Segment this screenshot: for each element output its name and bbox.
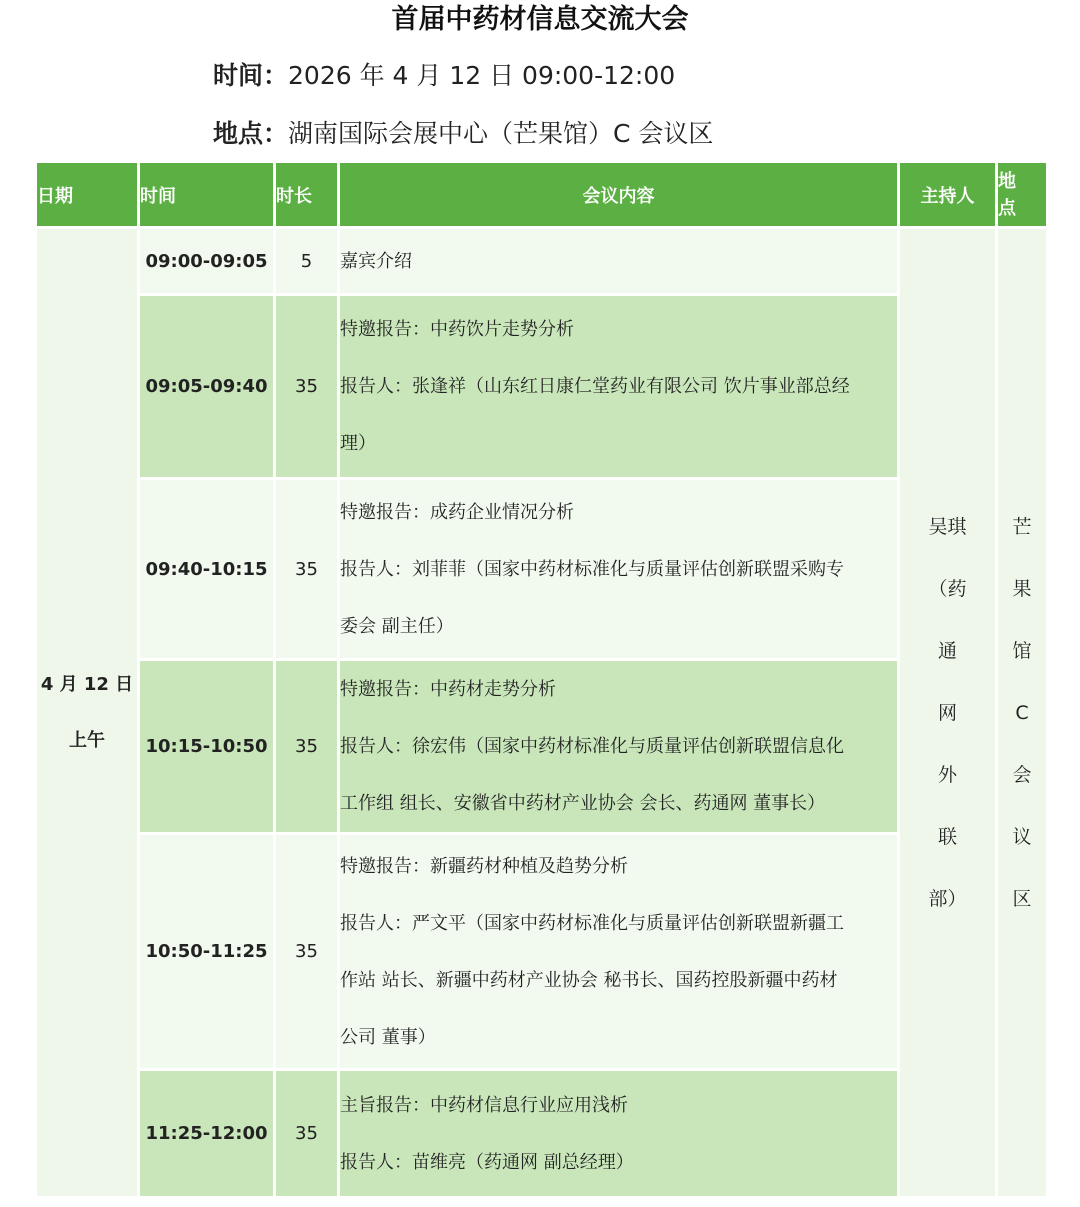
row-content: 特邀报告：中药材走势分析 报告人：徐宏伟（国家中药材标准化与质量评估创新联盟信息化 工作组 组长、安徽省中药材产业协会 会长、药通网 董事长） — [339, 660, 899, 834]
header-location: 地 点 — [997, 162, 1048, 228]
header-host: 主持人 — [899, 162, 997, 228]
header-date: 日期 — [36, 162, 139, 228]
date-period: 上午 — [69, 729, 105, 751]
row-duration: 35 — [275, 295, 339, 479]
row-content: 嘉宾介绍 — [339, 228, 899, 295]
row-time: 10:15-10:50 — [139, 660, 275, 834]
row-time: 09:00-09:05 — [139, 228, 275, 295]
date-cell — [36, 228, 139, 1198]
row-time: 11:25-12:00 — [139, 1070, 275, 1198]
header-content: 会议内容 — [339, 162, 899, 228]
row-content: 特邀报告：成药企业情况分析 报告人：刘菲菲（国家中药材标准化与质量评估创新联盟采购专 委会 副主任） — [339, 479, 899, 660]
row-content: 主旨报告：中药材信息行业应用浅析 报告人：苗维亮（药通网 副总经理） — [339, 1070, 899, 1198]
table-row — [36, 479, 1048, 660]
page-title: 首届中药材信息交流大会 — [391, 4, 689, 35]
row-duration: 35 — [275, 834, 339, 1070]
location-cell: 芒 果 馆 C 会 议 区 — [997, 228, 1048, 1198]
table-row — [36, 834, 1048, 1070]
event-place — [213, 114, 713, 150]
time-label: 时间： — [213, 61, 289, 90]
place-label: 地点： — [213, 119, 289, 148]
event-time — [213, 56, 675, 92]
time-value: 2026 年 4 月 12 日 09:00-12:00 — [288, 61, 676, 90]
row-time: 09:05-09:40 — [139, 295, 275, 479]
table-row — [36, 660, 1048, 834]
host-cell: 吴琪 （药 通 网 外 联 部） — [899, 228, 997, 1198]
date-day: 4 月 12 日 — [40, 673, 134, 695]
row-content: 特邀报告：新疆药材种植及趋势分析 报告人：严文平（国家中药材标准化与质量评估创新联盟新疆工 作站 站长、新疆中药材产业协会 秘书长、国药控股新疆中药材 公司 董事） — [339, 834, 899, 1070]
row-duration: 35 — [275, 1070, 339, 1198]
table-row — [36, 295, 1048, 479]
row-duration: 35 — [275, 479, 339, 660]
table-row — [36, 228, 1048, 295]
header-duration: 时长 — [275, 162, 339, 228]
table-header-row — [36, 162, 1048, 228]
row-content: 特邀报告：中药饮片走势分析 报告人：张逢祥（山东红日康仁堂药业有限公司 饮片事业部总经 理） — [339, 295, 899, 479]
row-duration: 35 — [275, 660, 339, 834]
header-time: 时间 — [139, 162, 275, 228]
table-row — [36, 1070, 1048, 1198]
row-time: 10:50-11:25 — [139, 834, 275, 1070]
row-duration: 5 — [275, 228, 339, 295]
row-time: 09:40-10:15 — [139, 479, 275, 660]
schedule-table — [34, 160, 1049, 1199]
place-value: 湖南国际会展中心（芒果馆）C 会议区 — [288, 119, 714, 148]
